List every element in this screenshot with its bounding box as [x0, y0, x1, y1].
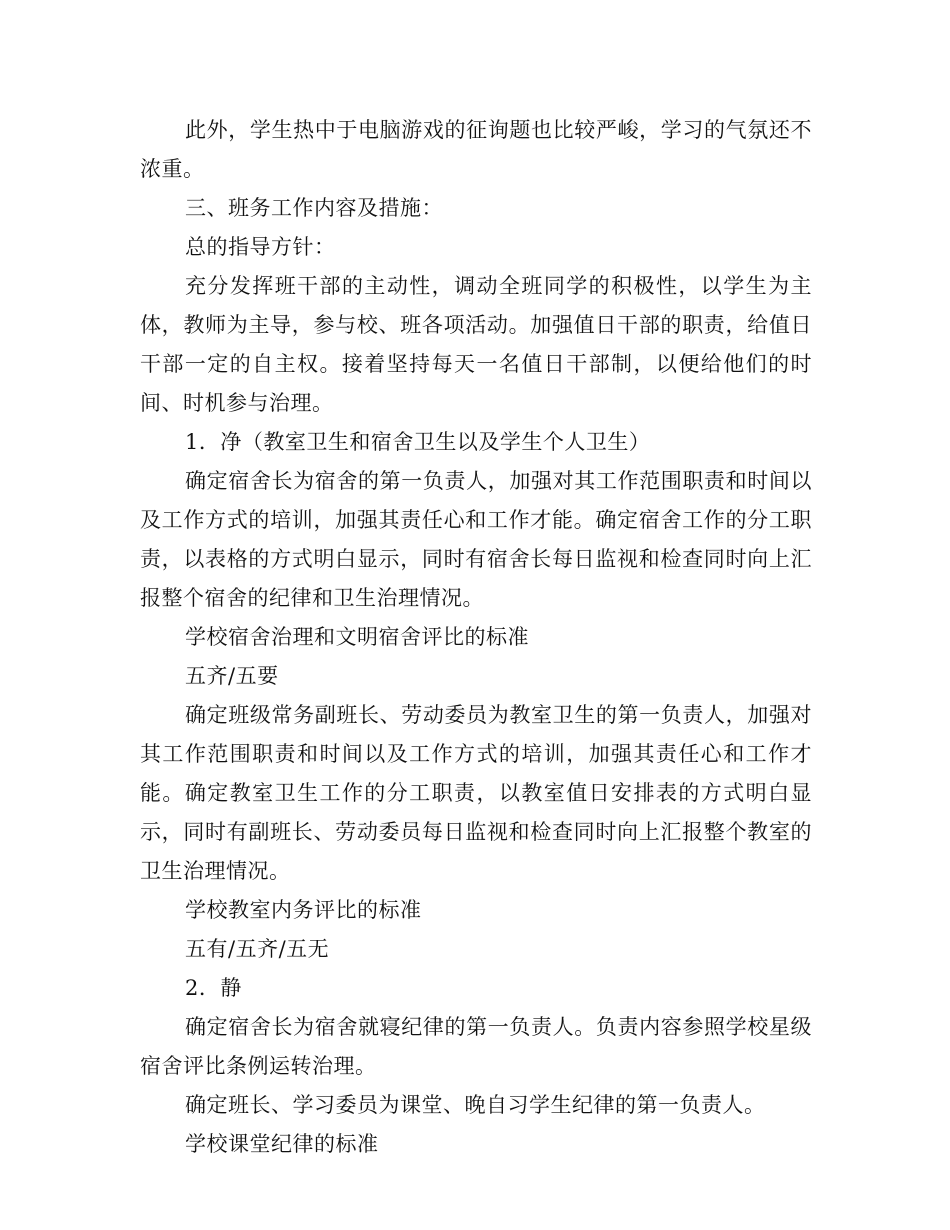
- paragraph-dorm-discipline: 确定宿舍长为宿舍就寝纪律的第一负责人。负责内容参照学校星级宿舍评比条例运转治理。: [140, 1015, 812, 1078]
- item-heading-clean: 1．净（教室卫生和宿舍卫生以及学生个人卫生）: [185, 430, 651, 454]
- standard-classroom-items: 五有/五齐/五无: [185, 937, 330, 961]
- paragraph-intro: 此外，学生热中于电脑游戏的征询题也比较严峻，学习的气氛还不浓重。: [140, 118, 812, 181]
- standard-class-discipline-title: 学校课堂纪律的标准: [185, 1132, 379, 1156]
- paragraph-class-discipline: 确定班长、学习委员为课堂、晚自习学生纪律的第一负责人。: [185, 1093, 766, 1117]
- standard-classroom-title: 学校教室内务评比的标准: [185, 898, 422, 922]
- document-body: [140, 111, 812, 1164]
- section-heading-3: 三、班务工作内容及措施：: [185, 196, 443, 220]
- paragraph-classroom-duty: 确定班级常务副班长、劳动委员为教室卫生的第一负责人，加强对其工作范围职责和时间以及工作方式的培训，加强其责任心和工作才能。确定教室卫生工作的分工职责，以教室值日安排表的方式明白显示，同时有副班长、劳动委员每日监视和检查同时向上汇报整个教室的卫生治理情况。: [140, 703, 812, 883]
- paragraph-guideline: 充分发挥班干部的主动性，调动全班同学的积极性，以学生为主体，教师为主导，参与校、班各项活动。加强值日干部的职责，给值日干部一定的自主权。接着坚持每天一名值日干部制，以便给他们的时间、时机参与治理。: [140, 274, 812, 415]
- item-heading-quiet: 2．静: [185, 976, 242, 1000]
- standard-dorm-title: 学校宿舍治理和文明宿舍评比的标准: [185, 625, 529, 649]
- paragraph-dorm-duty: 确定宿舍长为宿舍的第一负责人，加强对其工作范围职责和时间以及工作方式的培训，加强其责任心和工作才能。确定宿舍工作的分工职责，以表格的方式明白显示，同时有宿舍长每日监视和检查同时向上汇报整个宿舍的纪律和卫生治理情况。: [140, 469, 812, 610]
- standard-dorm-items: 五齐/五要: [185, 664, 279, 688]
- subheading-guideline: 总的指导方针：: [185, 235, 336, 259]
